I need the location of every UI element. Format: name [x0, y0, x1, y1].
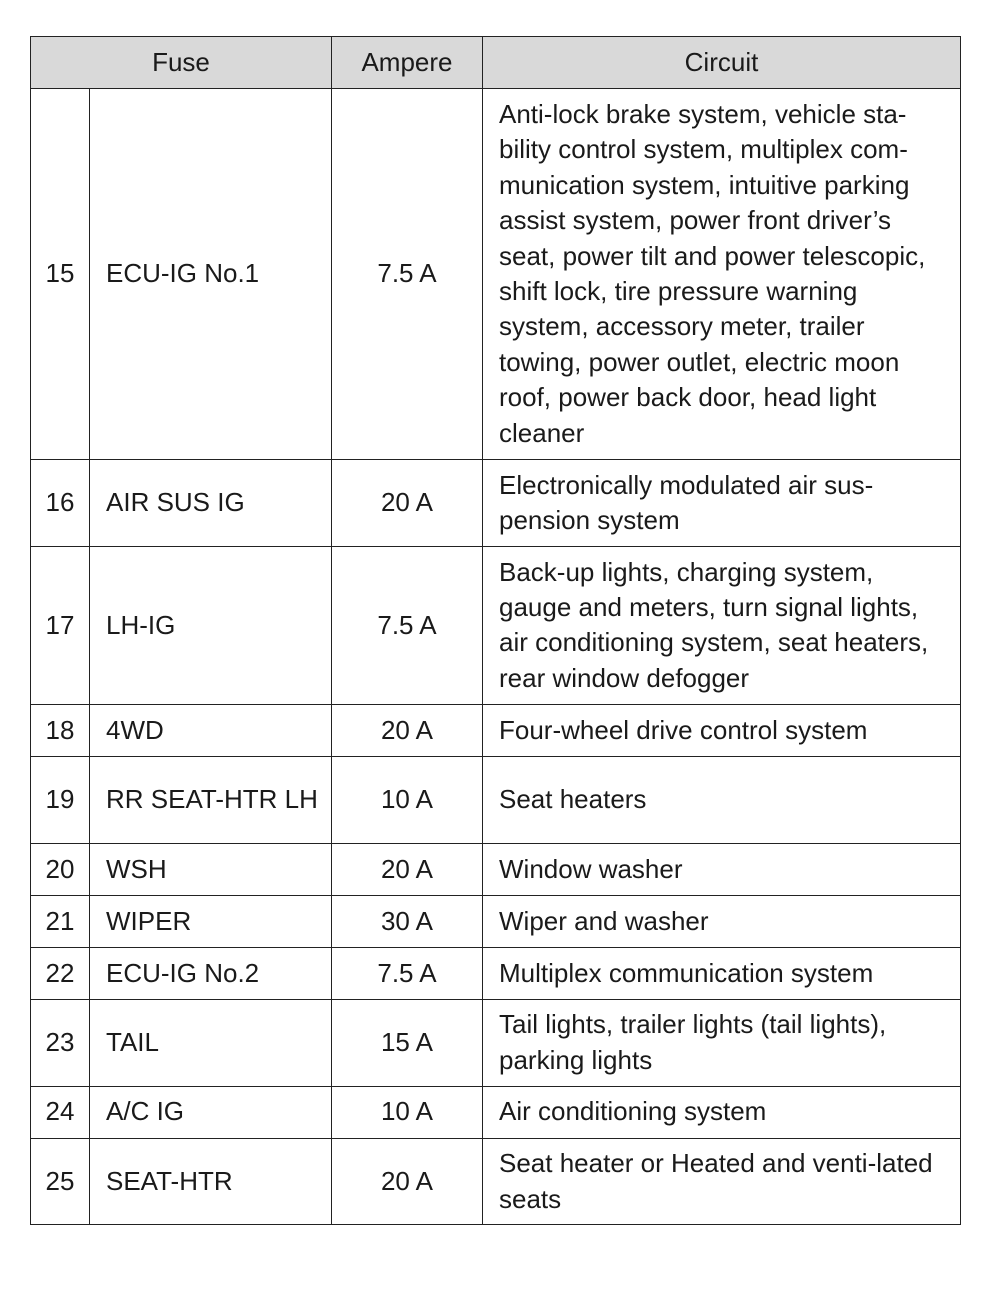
header-ampere: Ampere	[332, 37, 483, 89]
table-row	[31, 1138, 961, 1225]
fuse-ampere: 20 A	[332, 704, 483, 756]
table-row	[31, 460, 961, 547]
header-circuit: Circuit	[483, 37, 961, 89]
fuse-name: ECU-IG No.1	[90, 89, 332, 460]
fuse-ampere: 20 A	[332, 460, 483, 547]
table-row	[31, 756, 961, 843]
fuse-number: 16	[31, 460, 90, 547]
table-row	[31, 89, 961, 460]
fuse-table	[30, 36, 961, 1225]
table-row	[31, 546, 961, 704]
fuse-number: 21	[31, 895, 90, 947]
fuse-name: WSH	[90, 843, 332, 895]
table-row	[31, 999, 961, 1086]
table-body	[31, 89, 961, 1225]
fuse-name: AIR SUS IG	[90, 460, 332, 547]
fuse-ampere: 10 A	[332, 756, 483, 843]
fuse-circuit: Four-wheel drive control system	[483, 704, 961, 756]
fuse-name: SEAT-HTR	[90, 1138, 332, 1225]
fuse-ampere: 30 A	[332, 895, 483, 947]
fuse-number: 20	[31, 843, 90, 895]
fuse-number: 22	[31, 947, 90, 999]
table-header	[31, 37, 961, 89]
fuse-number: 19	[31, 756, 90, 843]
fuse-circuit: Tail lights, trailer lights (tail lights), parking lights	[483, 999, 961, 1086]
header-row	[31, 37, 961, 89]
fuse-number: 17	[31, 546, 90, 704]
table-row	[31, 704, 961, 756]
fuse-circuit: Window washer	[483, 843, 961, 895]
fuse-circuit: Seat heaters	[483, 756, 961, 843]
fuse-number: 18	[31, 704, 90, 756]
fuse-ampere: 15 A	[332, 999, 483, 1086]
fuse-name: LH-IG	[90, 546, 332, 704]
fuse-ampere: 7.5 A	[332, 947, 483, 999]
table-row	[31, 843, 961, 895]
fuse-ampere: 10 A	[332, 1086, 483, 1138]
fuse-circuit: Electronically modulated air sus-pension system	[483, 460, 961, 547]
fuse-circuit: Wiper and washer	[483, 895, 961, 947]
fuse-name: ECU-IG No.2	[90, 947, 332, 999]
fuse-name: 4WD	[90, 704, 332, 756]
fuse-number: 15	[31, 89, 90, 460]
fuse-name: WIPER	[90, 895, 332, 947]
header-fuse: Fuse	[31, 37, 332, 89]
table-row	[31, 1086, 961, 1138]
fuse-ampere: 20 A	[332, 843, 483, 895]
fuse-number: 24	[31, 1086, 90, 1138]
fuse-circuit: Back-up lights, charging system, gauge and meters, turn signal lights, air conditioning system, seat heaters, rear window defogger	[483, 546, 961, 704]
fuse-circuit: Air conditioning system	[483, 1086, 961, 1138]
table-row	[31, 895, 961, 947]
fuse-name: TAIL	[90, 999, 332, 1086]
fuse-ampere: 20 A	[332, 1138, 483, 1225]
fuse-name: A/C IG	[90, 1086, 332, 1138]
fuse-circuit: Multiplex communication system	[483, 947, 961, 999]
fuse-circuit: Anti-lock brake system, vehicle sta-bility control system, multiplex com-munication system, intuitive parking assist system, power front driver’s seat, power tilt and power telescopic, shift lock, tire pressure warning system, accessory meter, trailer towing, power outlet, electric moon roof, power back door, head light cleaner	[483, 89, 961, 460]
fuse-name: RR SEAT-HTR LH	[90, 756, 332, 843]
fuse-ampere: 7.5 A	[332, 89, 483, 460]
fuse-circuit: Seat heater or Heated and venti-lated seats	[483, 1138, 961, 1225]
fuse-ampere: 7.5 A	[332, 546, 483, 704]
fuse-number: 25	[31, 1138, 90, 1225]
fuse-number: 23	[31, 999, 90, 1086]
table-row	[31, 947, 961, 999]
